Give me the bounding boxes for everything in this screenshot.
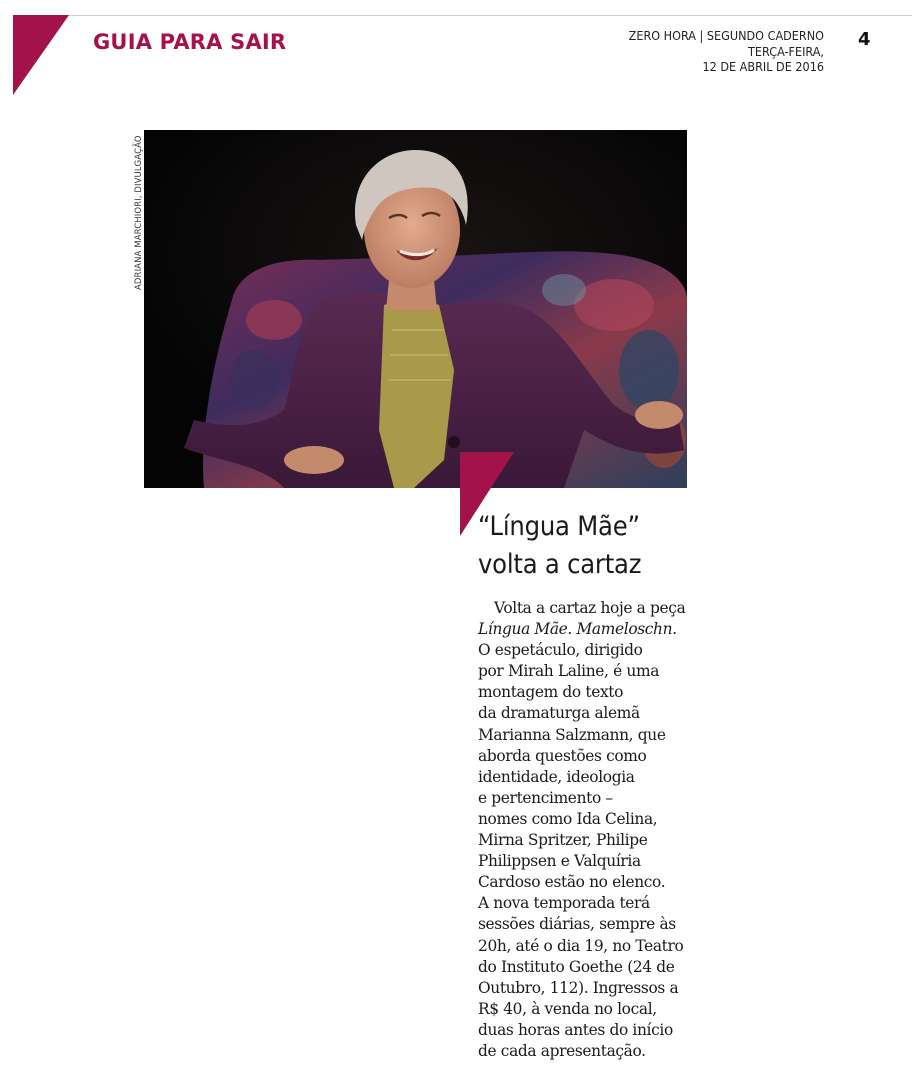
body-line: de cada apresentação. [478, 1041, 646, 1060]
body-line: Língua Mãe. Mameloschn. [478, 620, 677, 639]
body-line: 20h, até o dia 19, no Teatro [478, 936, 684, 955]
body-line: identidade, ideologia [478, 767, 635, 786]
publication-weekday: TERÇA-FEIRA, [748, 43, 824, 59]
body-line: do Instituto Goethe (24 de [478, 957, 675, 976]
body-line: Volta a cartaz hoje a peça [494, 599, 686, 617]
body-line: Mirna Spritzer, Philipe [478, 831, 648, 850]
body-line: da dramaturga alemã [478, 704, 640, 723]
body-line: Marianna Salzmann, que [478, 725, 666, 744]
body-line: Cardoso estão no elenco. [478, 873, 666, 892]
body-line: por Mirah Laline, é uma [478, 662, 660, 681]
body-line: Outubro, 112). Ingressos a [478, 978, 679, 997]
page-number: 4 [858, 29, 871, 50]
body-line: duas horas antes do início [478, 1020, 673, 1039]
body-line: R$ 40, à venda no local, [478, 999, 657, 1018]
body-line: Philippsen e Valquíria [478, 852, 641, 871]
photo-illustration [144, 130, 687, 488]
corner-triangle-mark [13, 15, 69, 95]
article-photo [144, 130, 687, 488]
section-title: GUIA PARA SAIR [93, 30, 287, 54]
body-line: O espetáculo, dirigido [478, 641, 643, 660]
publication-name: ZERO HORA | SEGUNDO CADERNO [628, 28, 824, 43]
top-rule [14, 15, 912, 16]
body-line: aborda questões como [478, 746, 647, 765]
publication-date: 12 DE ABRIL DE 2016 [702, 59, 824, 74]
article-headline [478, 508, 738, 584]
body-line: e pertencimento – [478, 788, 613, 807]
headline-line: volta a cartaz [478, 549, 642, 580]
photo-credit-text: ADRIANA MARCHIORI, DIVULGAÇÃO [134, 135, 144, 290]
body-line: montagem do texto [478, 683, 624, 702]
masthead [524, 28, 824, 75]
article-body [478, 598, 718, 1062]
body-line: A nova temporada terá [478, 894, 650, 913]
body-line: sessões diárias, sempre às [478, 915, 676, 934]
headline-line: “Língua Mãe” [478, 511, 640, 542]
body-line: nomes como Ida Celina, [478, 809, 658, 828]
